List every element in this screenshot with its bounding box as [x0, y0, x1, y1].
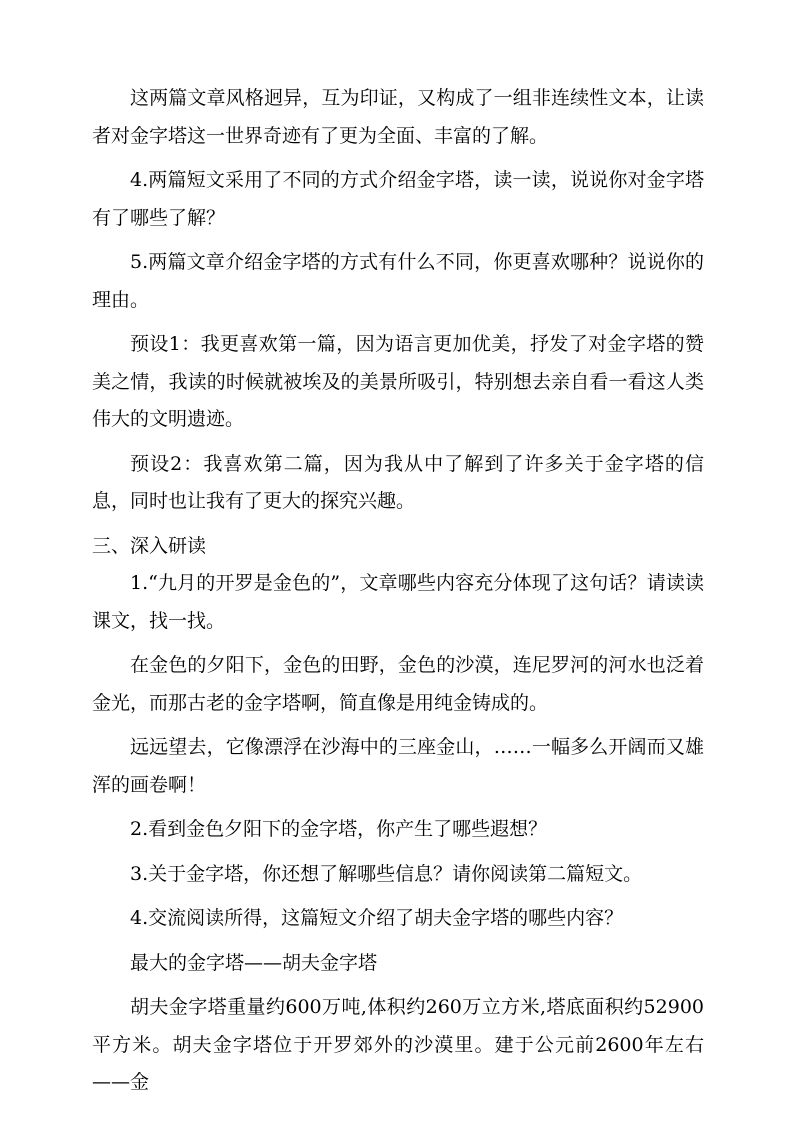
study-question-1: 1.“九月的开罗是金色的”，文章哪些内容充分体现了这句话？请读读课文，找一找。: [92, 572, 704, 632]
quoted-passage-1: 在金色的夕阳下，金色的田野，金色的沙漠，连尼罗河的河水也泛着金光，而那古老的金字塔啊，简直像是用纯金铸成的。: [92, 654, 704, 714]
question-4: 4.两篇短文采用了不同的方式介绍金字塔，读一读，说说你对金字塔有了哪些了解？: [92, 169, 704, 229]
intro-paragraph: 这两篇文章风格迥异，互为印证，又构成了一组非连续性文本，让读者对金字塔这一世界奇迹有了更为全面、丰富的了解。: [92, 87, 704, 147]
preset-answer-1: 预设1：我更喜欢第一篇，因为语言更加优美，抒发了对金字塔的赞美之情，我读的时候就被埃及的美景所吸引，特别想去亲自看一看这人类伟大的文明遗迹。: [92, 333, 704, 430]
section-heading: 三、深入研读: [92, 534, 207, 557]
document-page: [92, 80, 704, 1102]
article-subtitle: 最大的金字塔——胡夫金字塔: [130, 951, 378, 974]
study-question-4: 4.交流阅读所得，这篇短文介绍了胡夫金字塔的哪些内容？: [130, 907, 624, 929]
preset-answer-2: 预设2：我喜欢第二篇，因为我从中了解到了许多关于金字塔的信息，同时也让我有了更大的探究兴趣。: [92, 452, 704, 512]
study-question-2: 2.看到金色夕阳下的金字塔，你产生了哪些遐想？: [130, 818, 548, 840]
quoted-passage-2: 远远望去，它像漂浮在沙海中的三座金山，……一幅多么开阔而又雄浑的画卷啊！: [92, 736, 704, 796]
khufu-paragraph: 胡夫金字塔重量约600万吨,体积约260万立方米,塔底面积约52900平方米。胡夫金字塔位于开罗郊外的沙漠里。建于公元前2600年左右——金: [92, 996, 704, 1093]
question-5: 5.两篇文章介绍金字塔的方式有什么不同，你更喜欢哪种？说说你的理由。: [92, 251, 704, 311]
study-question-3: 3.关于金字塔，你还想了解哪些信息？请你阅读第二篇短文。: [130, 862, 643, 885]
